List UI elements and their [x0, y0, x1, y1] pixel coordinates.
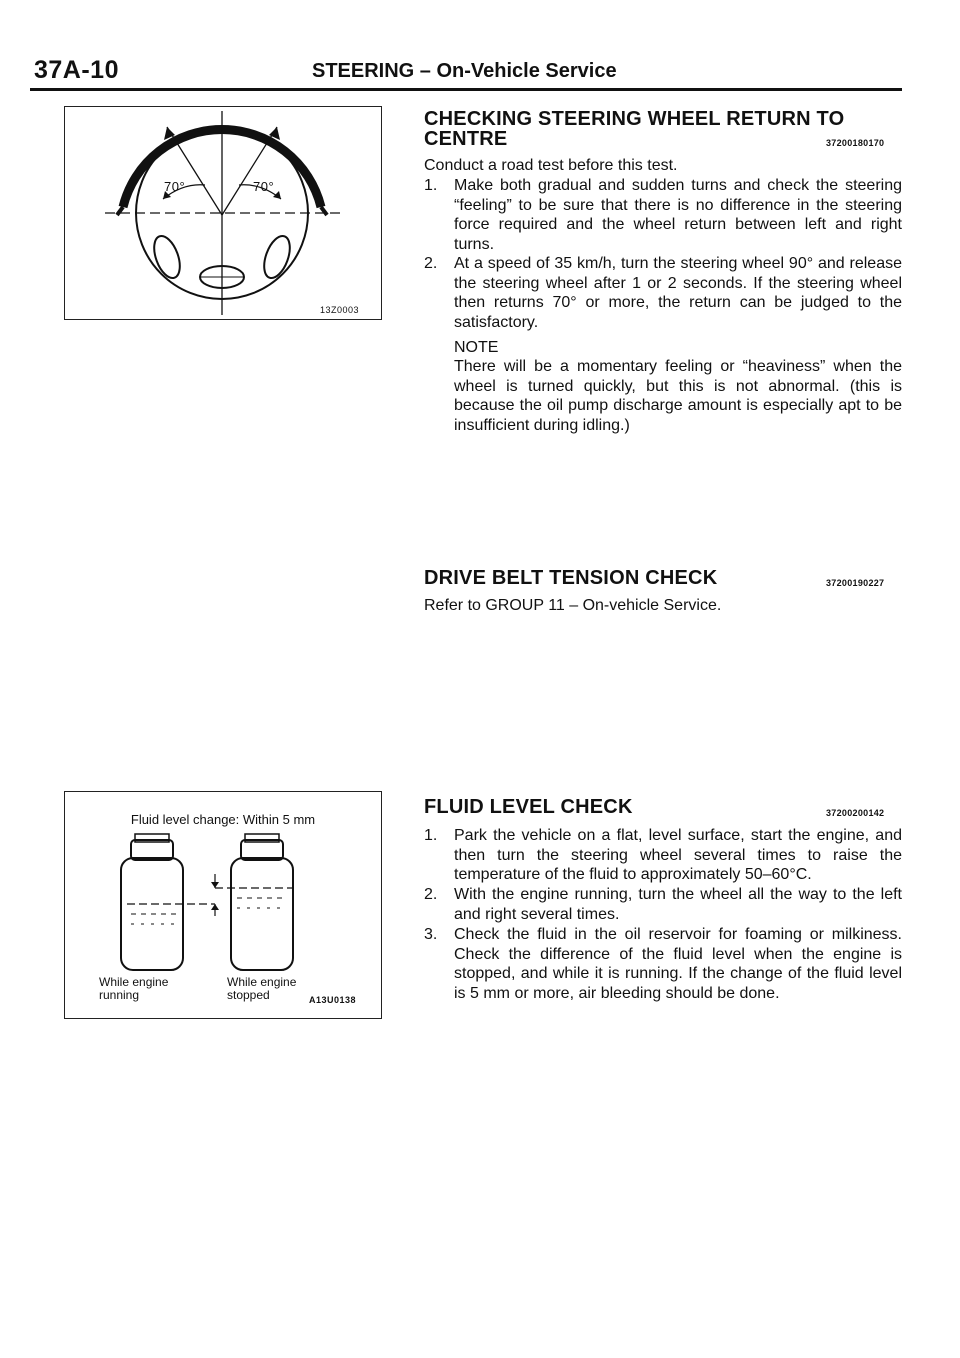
list-item-text: Make both gradual and sudden turns and check the steering “feeling” to be sure that there is no difference in the steering force required and the wheel return between left and right turns.	[454, 177, 902, 253]
list-number: 2.	[424, 886, 438, 903]
list-item-text: With the engine running, turn the wheel all the way to the left and right several times.	[454, 886, 902, 923]
note-text: There will be a momentary feeling or “heaviness” when the wheel is turned quickly, but this is not abnormal. (this is because the oil pump discharge amount is especially apt to be insufficient during idling.)	[454, 358, 902, 434]
section-heading-cont: CENTRE	[424, 128, 508, 150]
steering-wheel-figure	[64, 106, 382, 320]
figure-title: Fluid level change: Within 5 mm	[130, 812, 316, 827]
stopped-label-2: stopped	[227, 988, 270, 1002]
note-label: NOTE	[454, 339, 499, 356]
section-heading: CHECKING STEERING WHEEL RETURN TO	[424, 108, 845, 130]
section-code: 37200200142	[826, 808, 885, 818]
list-number: 1.	[424, 177, 438, 194]
list-number: 1.	[424, 827, 438, 844]
left-angle-label: 70°	[164, 179, 186, 194]
right-angle-label: 70°	[253, 179, 275, 194]
page-number: 37A-10	[34, 56, 119, 84]
list-item-text: Check the fluid in the oil reservoir for foaming or milkiness. Check the difference of the fluid level when the engine is stopped, and while it is running. If the change of the fluid level is 5 mm or more, air bleeding should be done.	[454, 926, 902, 1002]
list-number: 2.	[424, 255, 438, 272]
stopped-label-1: While engine	[227, 975, 297, 989]
section-code: 37200180170	[826, 138, 885, 148]
intro-paragraph: Conduct a road test before this test.	[424, 157, 678, 174]
steering-wheel-illustration	[65, 107, 383, 321]
section-heading: FLUID LEVEL CHECK	[424, 796, 633, 818]
figure-code: 13Z0003	[320, 305, 360, 315]
page-title: STEERING – On-Vehicle Service	[312, 60, 617, 82]
list-item-text: At a speed of 35 km/h, turn the steering wheel 90° and release the steering wheel after 1 or 2 seconds. If the steering wheel then returns 70° or more, the return can be judged to the satisfactory.	[454, 255, 902, 331]
section-heading: DRIVE BELT TENSION CHECK	[424, 567, 718, 589]
list-item-text: Park the vehicle on a flat, level surface, start the engine, and then turn the steering wheel several times to raise the temperature of the fluid to approximately 50–60°C.	[454, 827, 902, 883]
figure-code: A13U0138	[309, 995, 357, 1005]
section-text: Refer to GROUP 11 – On-vehicle Service.	[424, 597, 722, 614]
running-label-1: While engine	[99, 975, 169, 989]
header-rule	[30, 88, 902, 91]
list-number: 3.	[424, 926, 438, 943]
fluid-reservoir-figure	[64, 791, 382, 1019]
running-label-2: running	[99, 988, 140, 1002]
section-code: 37200190227	[826, 578, 885, 588]
